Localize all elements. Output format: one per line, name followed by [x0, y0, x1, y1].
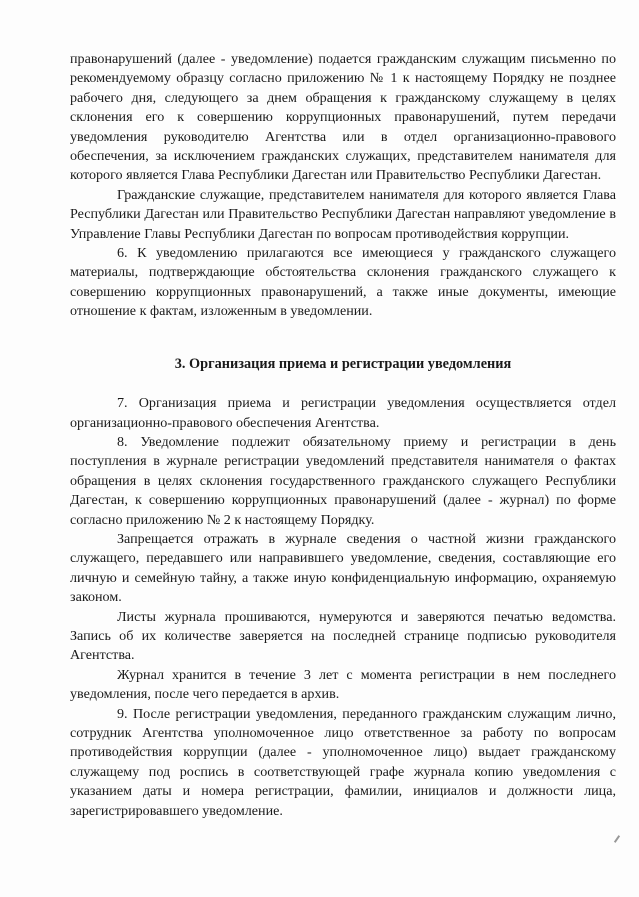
paragraph-journal-storage: Журнал хранится в течение 3 лет с момента регистрации в нем последнего уведомления, после чего передается в архив.: [70, 666, 616, 703]
paragraph-item-7: 7. Организация приема и регистрации уведомления осуществляется отдел организационно-правового обеспечения Агентства.: [70, 395, 616, 431]
paragraph-item-8: 8. Уведомление подлежит обязательному приему и регистрации в день поступления в журнале регистрации уведомлений представителя нанимателя о фактах обращения в целях склонения государственного гражданского служащего Республики Дагестан, к совершению коррупционных правонарушений (далее - журнал) по форме согласно приложению № 2 к настоящему Порядку.: [70, 433, 616, 528]
paragraph-item-6: 6. К уведомлению прилагаются все имеющиеся у гражданского служащего материалы, подтверждающие обстоятельства склонения гражданского служащего к совершению коррупционных правонарушений, а также иные документы, имеющие отношение к фактам, изложенным в уведомлении.: [70, 245, 616, 320]
spacer: [70, 322, 616, 355]
spacer: [70, 374, 616, 394]
section-heading: 3. Организация приема и регистрации уведомления: [174, 355, 512, 372]
paragraph-continuation: правонарушений (далее - уведомление) подается гражданским служащим письменно по рекомендуемому образцу согласно приложению № 1 к настоящему Порядку не позднее рабочего дня, следующего за днем обращения к гражданскому служащему в целях склонения его к совершению коррупционных правонарушений, путем передачи уведомления руководителю Агентства или в отдел организационно-правового обеспечения, за исключением гражданских служащих, представителем нанимателя для которого является Глава Республики Дагестан или Правительство Республики Дагестан.: [70, 51, 616, 184]
document-body: [70, 50, 616, 821]
paragraph-prohibition: Запрещается отражать в журнале сведения о частной жизни гражданского служащего, передавшего или направившего уведомление, сведения, составляющие его личную и семейную тайну, а также иную конфиденциальную информацию, охраняемую законом.: [70, 530, 616, 606]
paragraph-civil-servants: Гражданские служащие, представителем нанимателя для которого является Глава Республики Дагестан или Правительство Республики Дагестан направляют уведомление в Управление Главы Республики Дагестан по вопросам противодействия коррупции.: [70, 186, 616, 242]
scan-mark: [614, 835, 620, 843]
paragraph-journal-sheets: Листы журнала прошиваются, нумеруются и заверяются печатью ведомства. Запись об их количестве заверяется на последней странице подписью руководителя Агентства.: [70, 608, 616, 664]
paragraph-item-9: 9. После регистрации уведомления, переданного гражданским служащим лично, сотрудник Агентства уполномоченное лицо ответственное за работу по вопросам противодействия коррупции (далее - уполномоченное лицо) выдает гражданскому служащему под роспись в соответствующей графе журнала копию уведомления с указанием даты и номера регистрации, фамилии, инициалов и должности лица, зарегистрировавшего уведомление.: [70, 705, 616, 819]
